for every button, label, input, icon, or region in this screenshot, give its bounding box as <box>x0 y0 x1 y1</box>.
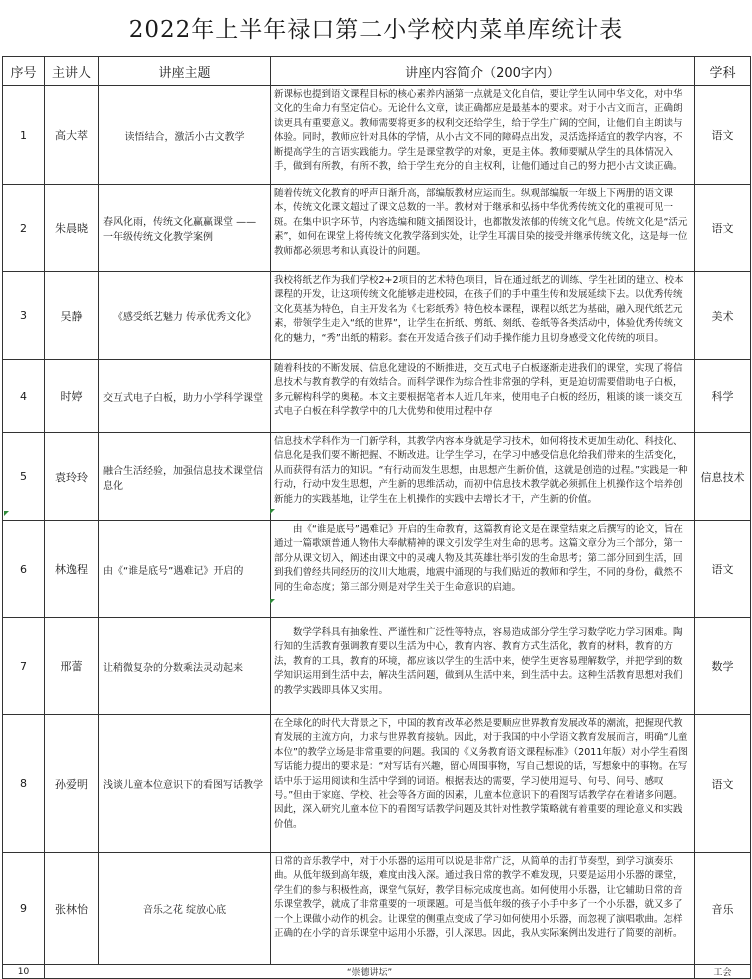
table-footer-row <box>3 965 751 979</box>
row-subject: 信息技术 <box>695 433 751 521</box>
table-row <box>3 521 751 618</box>
comment-marker-icon <box>270 509 275 514</box>
row-subject: 音乐 <box>695 853 751 965</box>
row-summary-text: 在全球化的时代大背景之下，中国的教育改革必然是要顺应世界教育发展改革的潮流，把握现代教育发展的主流方向，力求与世界教育接轨。因此，对于我国的中小学语文教育发展而言，明确“儿童本位”的教学立场是非常重要的问题。我国的《义务教育语文课程标准》（2011年版）对小学生看图写话能力提出的要求是：“对写话有兴趣，留心周围事物，写自己想说的话，写想象中的事物。在写话中乐于运用阅读和生活中学到的词语。根据表达的需要，学习使用逗号、句号、问号、感叹号。”但由于家庭、学校、社会等各方面的因素，儿童本位意识下的看图写话教学存在着诸多问题。因此，深入研究儿童本位下的看图写话教学问题及其针对性教学策略就有着重要的理论意义和实践价值。 <box>274 718 688 830</box>
comment-marker-icon <box>4 511 9 516</box>
row-summary <box>271 86 695 185</box>
row-subject: 工会 <box>695 965 751 979</box>
table-row <box>3 853 751 965</box>
row-no: 5 <box>3 433 45 521</box>
row-summary-text: 数学学科具有抽象性、严谨性和广泛性等特点，容易造成部分学生学习数学吃力学习困难。陶行知的生活教育强调教育要以生活为中心，教育内容、教育方式生活化，教育的材料，教育的方法，教育的工具，教育的环境，都应该以学生的生活中来，使学生更容易理解数学，并把学到的数学知识运用到生活中去，解决生活问题，做到从生活中来，到生活中去。这种生活教育思想对我们的教学实践即具体又实用。 <box>274 627 683 696</box>
row-topic: 读悟结合，激活小古文教学 <box>99 86 271 185</box>
row-summary-text: 日常的音乐教学中，对于小乐器的运用可以说是非常广泛，从简单的击打节奏型，到学习演奏乐曲。从低年级到高年级，难度由浅入深。通过我日常的教学不难发现，只要是运用小乐器的课堂，学生们的参与积极性高，课堂气氛好，教学目标完成度也高。如何使用小乐器，让它辅助日常的音乐课堂教学，就成了非常重要的一项课题。可是当低年级的孩子小手中多了一个小乐器，就又多了一个上课做小动作的机会。让课堂的侧重点变成了学习如何使用小乐器，而忽视了演唱歌曲。怎样正确的在小学的音乐课堂中运用小乐器，引人深思。因此，我从实际案例出发进行了简要的剖析。 <box>274 856 683 940</box>
table-row <box>3 360 751 433</box>
row-speaker: 林逸程 <box>45 521 99 618</box>
row-summary <box>271 853 695 965</box>
row-no: 10 <box>3 965 45 979</box>
row-topic: 让稍微复杂的分数乘法灵动起来 <box>99 618 271 715</box>
row-subject: 语文 <box>695 86 751 185</box>
row-speaker: 袁玲玲 <box>45 433 99 521</box>
row-speaker: 时婷 <box>45 360 99 433</box>
row-subject: 美术 <box>695 272 751 360</box>
lecture-table <box>2 56 751 979</box>
header-summary: 讲座内容简介（200字内） <box>271 57 695 86</box>
row-topic: 交互式电子白板，助力小学科学课堂 <box>99 360 271 433</box>
row-summary-text: 随着传统文化教育的呼声日渐升高，部编版教材应运而生。纵观部编版一年级上下两册的语文课本，传统文化课文超过了课文总数的一半。教材对于继承和弘扬中华优秀传统文化的重视可见一斑。在集中识字环节，内容选编和随文插图设计，也都散发浓郁的传统文化气息。传统文化是“活元素”，如何在课堂上将传统文化教学落到实处，让学生耳濡目染的接受并继承传统文化，这是每一位教师都必须思考和认真设计的问题。 <box>274 188 688 257</box>
row-no: 1 <box>3 86 45 185</box>
header-no: 序号 <box>3 57 45 86</box>
row-topic: 音乐之花 绽放心底 <box>99 853 271 965</box>
row-topic: 《感受纸艺魅力 传承优秀文化》 <box>99 272 271 360</box>
row-topic: 春风化雨，传统文化赢赢课堂 ——一年级传统文化教学案例 <box>99 185 271 272</box>
row-summary <box>271 521 695 618</box>
row-no: 4 <box>3 360 45 433</box>
row-no: 7 <box>3 618 45 715</box>
row-subject: 语文 <box>695 185 751 272</box>
table-row <box>3 715 751 853</box>
row-subject: 数学 <box>695 618 751 715</box>
row-no: 3 <box>3 272 45 360</box>
table-row <box>3 185 751 272</box>
row-summary <box>271 618 695 715</box>
row-summary-text: 新课标也提到语文课程目标的核心素养内涵第一点就是文化自信，要让学生认同中华文化，对中华文化的生命力有坚定信心。无论什么文章，读正确都应是最基本的要求。对于小古文而言，正确朗读更具有重要意义。教师需要将更多的权利交还给学生，给于学生广阔的空间，让他们自主朗读与体验。同时，教师应针对具体的学情，从小古文不同的障碍点出发，灵活选择适宜的教学内容，不断提高学生的言语实践能力。学生是课堂教学的对象，更是主体。教师要赋从学生的具体情况入手，做到有所教，有所不教，给于学生充分的自主权利，让他们通过自己的努力把小古文读正确。 <box>274 89 683 173</box>
header-subject: 学科 <box>695 57 751 86</box>
row-no: 9 <box>3 853 45 965</box>
row-speaker: 孙爱明 <box>45 715 99 853</box>
row-subject: 语文 <box>695 715 751 853</box>
row-summary <box>271 433 695 521</box>
row-no: 8 <box>3 715 45 853</box>
table-row <box>3 86 751 185</box>
row-no: 6 <box>3 521 45 618</box>
table-row <box>3 272 751 360</box>
row-speaker: 张林怡 <box>45 853 99 965</box>
page-title: 2022年上半年禄口第二小学校内菜单库统计表 <box>128 17 624 43</box>
row-summary <box>271 272 695 360</box>
header-topic: 讲座主题 <box>99 57 271 86</box>
row-summary <box>271 185 695 272</box>
row-summary-text: 信息技术学科作为一门新学科，其教学内容本身就是学习技术，如何将技术更加生动化、科技化、信息化是我们要不断把握、不断改进。让学生学习，在学习中感受信息化给我们带来的生活变化，从而获得有活力的知识。“有行动而发生思想，由思想产生新价值，这就是创造的过程。”实践是一种行动，行动中发生思想，产生新的思维活动，而初中信息技术教学就必须抓住上机操作这个培养创新能力的实践基地，让学生在上机操作的实践中去增长才干，产生新的价值。 <box>274 436 688 505</box>
row-summary <box>271 360 695 433</box>
table-header-row <box>3 57 751 86</box>
comment-marker-icon <box>270 599 275 604</box>
row-topic: 浅谈儿童本位意识下的看图写话教学 <box>99 715 271 853</box>
row-no: 2 <box>3 185 45 272</box>
row-subject: 语文 <box>695 521 751 618</box>
row-summary <box>271 715 695 853</box>
table-row <box>3 618 751 715</box>
row-summary-text: 由《“谁是底号”遇难记》开启的生命教育，这篇教育论文是在课堂结束之后撰写的论文，旨在通过一篇歌颂普通人物伟大奉献精神的课文引发学生对生命的思考。这篇文章分为三个部分，第一部分从课文切入，阐述由课文中的灵魂人物及其英雄壮举引发的生命思考；第二部分回到生活，回到我们曾经共同经历的汶川大地震，地震中涌现的与我们贴近的教师和学生，不同的身份，截然不同的生命态度；第三部分则是对学生关于生命意识的启迪。 <box>274 524 683 593</box>
row-speaker: 朱晨晓 <box>45 185 99 272</box>
row-topic: 由《“谁是底号”遇难记》开启的 <box>99 521 271 618</box>
table-row <box>3 433 751 521</box>
row-speaker: 吴静 <box>45 272 99 360</box>
row-summary-text: 随着科技的不断发展、信息化建设的不断推进，交互式电子白板逐渐走进我们的课堂，实现了将信息技术与教育教学的有效结合。而科学课作为综合性非常强的学科，更是迫切需要借助电子白板，多元解构科学的奥秘。本文主要根据笔者本人近几年来，使用电子白板的经历，粗谈的谈一谈交互式电子白板在科学教学中的几大优势和使用过程中存 <box>274 363 683 418</box>
row-speaker: 高大萃 <box>45 86 99 185</box>
row-subject: 科学 <box>695 360 751 433</box>
header-speaker: 主讲人 <box>45 57 99 86</box>
row-topic: 融合生活经验，加强信息技术课堂信息化 <box>99 433 271 521</box>
row-speaker: 邢蕾 <box>45 618 99 715</box>
row-summary-text: 我校将纸艺作为我们学校2+2项目的艺术特色项目，旨在通过纸艺的训练、学生社团的建立、校本课程的开发，让这项传统文化能够走进校园，在孩子们的手中重生传和发展延续下去。以优秀传统文化莫基为特色，自主开发名为《七彩纸秀》特色校本课程，课程以纸艺为基础，融入现代纸艺元素，带领学生走入“纸的世界”，让学生在折纸、剪纸、刻纸、卷纸等各类活动中，体验优秀传统文化的魅力，“秀”出纸的精彩。套在开发适合孩子们动手操作能力且切身感受文化传统的项目。 <box>274 275 684 344</box>
row-topic: “崇德讲坛” <box>45 965 695 979</box>
